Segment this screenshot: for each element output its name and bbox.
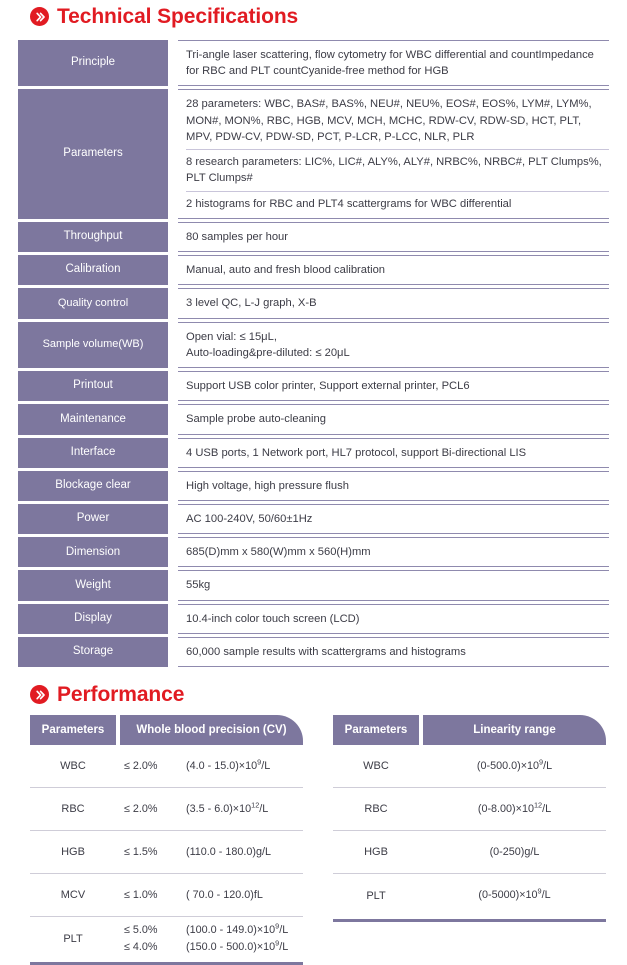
table-row [18,570,609,600]
parameter-name: HGB [61,846,85,859]
spec-label: Quality control [18,288,168,318]
column-spacer [168,222,178,252]
spec-label: Sample volume(WB) [18,322,168,368]
column-spacer [168,40,178,86]
spec-value [178,637,609,667]
spec-value [178,537,609,567]
column-spacer [168,322,178,368]
spec-value-block: 685(D)mm x 580(W)mm x 560(H)mm [186,546,371,559]
spec-label: Parameters [18,89,168,218]
table-header-row [30,715,303,745]
parameter-name: MCV [60,889,86,902]
table-row [30,745,303,788]
parameter-values [423,874,606,917]
table-row [18,404,609,434]
column-spacer [168,604,178,634]
page-title: Technical Specifications [57,5,299,28]
table-row [18,288,609,318]
column-header-linearity-range: Linearity range [423,715,606,745]
cv-value: ≤ 2.0% [124,759,158,772]
table-row [18,255,609,285]
range-value: $(0-5000)\times 10^9/L$ [478,886,551,902]
table-row [18,322,609,368]
cv-value: ≤ 4.0% [124,940,158,953]
parameter-values [120,917,303,960]
spec-value-block: Tri-angle laser scattering, flow cytometry for WBC differential and countImpedance for RBC and PLT countCyanide-free method for HGB [186,49,594,78]
column-header-whole-blood-precision: Whole blood precision (CV) [120,715,303,745]
column-header-parameters: Parameters [30,715,116,745]
column-spacer [168,637,178,667]
table-row [18,604,609,634]
table-row [18,637,609,667]
range-value: $(150.0 - 500.0)\times 10^9/L$ [186,938,289,953]
column-spacer [168,404,178,434]
parameter-name: HGB [364,846,388,859]
spec-label: Throughput [18,222,168,252]
column-spacer [168,288,178,318]
table-row [333,874,606,917]
table-row [333,745,606,788]
parameter-name: RBC [61,803,85,816]
table-row [333,831,606,874]
spec-value-block: 2 histograms for RBC and PLT4 scattergrams for WBC differential [186,191,609,213]
table-row [18,371,609,401]
column-spacer [168,438,178,468]
parameter-values [120,874,303,916]
parameter-values [120,831,303,873]
spec-value [178,471,609,501]
value-line [477,758,552,775]
cv-value: ≤ 5.0% [124,923,158,936]
column-spacer [168,504,178,534]
column-spacer [168,255,178,285]
column-header-parameters: Parameters [333,715,419,745]
table-header-row [333,715,606,745]
spec-value-block: Support USB color printer, Support external printer, PCL6 [186,380,470,393]
parameter-values [120,788,303,830]
range-value: $(3.5 - 6.0)\times 10^{12}/L$ [186,800,269,815]
table-row [18,40,609,86]
cv-value: ≤ 2.0% [124,802,158,815]
table-row [333,788,606,831]
spec-value-block: 55kg [186,579,211,592]
value-line [478,887,550,904]
parameter-values [423,831,606,873]
spec-value [178,604,609,634]
linearity-range-table [333,715,606,965]
value-line [124,801,303,818]
value-line [490,844,540,861]
spec-value-block: 60,000 sample results with scattergrams and histograms [186,645,466,658]
value-line [124,922,303,939]
cv-value: ≤ 1.0% [124,888,158,901]
whole-blood-precision-table [30,715,303,965]
spec-value [178,438,609,468]
spec-sheet-page [0,6,627,965]
range-value: (0-250)g/L [489,845,540,858]
table-row [18,471,609,501]
spec-label: Maintenance [18,404,168,434]
spec-value-block: 4 USB ports, 1 Network port, HL7 protocol, support Bi-directional LIS [186,446,527,459]
table-row [30,874,303,917]
parameter-name: WBC [60,760,86,773]
range-value: $(4.0 - 15.0)\times 10^9/L$ [186,757,271,772]
parameter-name: WBC [363,760,389,773]
performance-tables [18,715,609,965]
range-value: (110.0 - 180.0)g/L [186,845,272,858]
performance-heading [30,684,609,705]
value-line [124,844,303,861]
table-row [18,504,609,534]
spec-value [178,570,609,600]
value-line [478,801,551,818]
column-spacer [168,89,178,218]
spec-value [178,288,609,318]
spec-value-block: 3 level QC, L-J graph, X-B [186,297,317,310]
spec-value-block: Sample probe auto-cleaning [186,413,326,426]
table-row [18,89,609,218]
spec-value-block: 28 parameters: WBC, BAS#, BAS%, NEU#, NEU%, EOS#, EOS%, LYM#, LYM%, MON#, MON%, RBC, HGB, MCV, MCH, MCHC, RDW-CV, RDW-SD, HCT, PLT, MPV, PDW-CV, PDW-SD, PCT, P-LCR, P-LCC, NLR, PLR [186,98,592,143]
table-footer-bar [333,919,606,922]
value-line [124,887,303,904]
spec-value-block: High voltage, high pressure flush [186,479,349,492]
spec-label: Printout [18,371,168,401]
spec-label: Display [18,604,168,634]
range-value: $(100.0 - 149.0)\times 10^9/L$ [186,921,289,936]
spec-label: Principle [18,40,168,86]
spec-label: Blockage clear [18,471,168,501]
spec-label: Interface [18,438,168,468]
table-row [30,831,303,874]
spec-value-block: 80 samples per hour [186,230,288,243]
technical-specifications-table [18,37,609,670]
value-line [124,939,303,956]
spec-value [178,322,609,368]
spec-label: Calibration [18,255,168,285]
spec-value-block: Open vial: ≤ 15μL, Auto-loading&pre-diluted: ≤ 20μL [186,330,350,359]
parameter-values [423,745,606,787]
value-line [124,758,303,775]
spec-value [178,255,609,285]
table-row [30,788,303,831]
column-spacer [168,471,178,501]
cv-value: ≤ 1.5% [124,845,158,858]
technical-specifications-heading [30,6,609,27]
parameter-name: PLT [63,932,83,945]
spec-value [178,222,609,252]
table-row [18,222,609,252]
spec-value [178,371,609,401]
range-value: $(0-8.00)\times 10^{12}/L$ [477,800,552,815]
parameter-name: PLT [366,889,386,902]
spec-value-block: 8 research parameters: LIC%, LIC#, ALY%, ALY#, NRBC%, NRBC#, PLT Clumps%, PLT Clumps# [186,149,609,187]
column-spacer [168,570,178,600]
table-row [18,537,609,567]
spec-label: Storage [18,637,168,667]
spec-label: Power [18,504,168,534]
spec-value [178,404,609,434]
column-spacer [168,537,178,567]
chevron-right-circle-icon [30,685,49,704]
spec-value [178,89,609,218]
spec-value-block: 10.4-inch color touch screen (LCD) [186,612,360,625]
spec-value-block: Manual, auto and fresh blood calibration [186,264,386,277]
range-value: ( 70.0 - 120.0)fL [186,888,263,901]
spec-label: Dimension [18,537,168,567]
parameter-values [423,788,606,830]
parameter-name: RBC [364,803,388,816]
spec-value [178,40,609,86]
range-value: $(0-500.0)\times 10^9/L$ [476,757,553,772]
spec-label: Weight [18,570,168,600]
parameter-values [120,745,303,787]
table-row [18,438,609,468]
column-spacer [168,371,178,401]
section-title-performance: Performance [57,683,185,707]
table-row [30,917,303,960]
spec-value [178,504,609,534]
chevron-right-circle-icon [30,7,49,26]
spec-value-block: AC 100-240V, 50/60±1Hz [186,512,313,525]
